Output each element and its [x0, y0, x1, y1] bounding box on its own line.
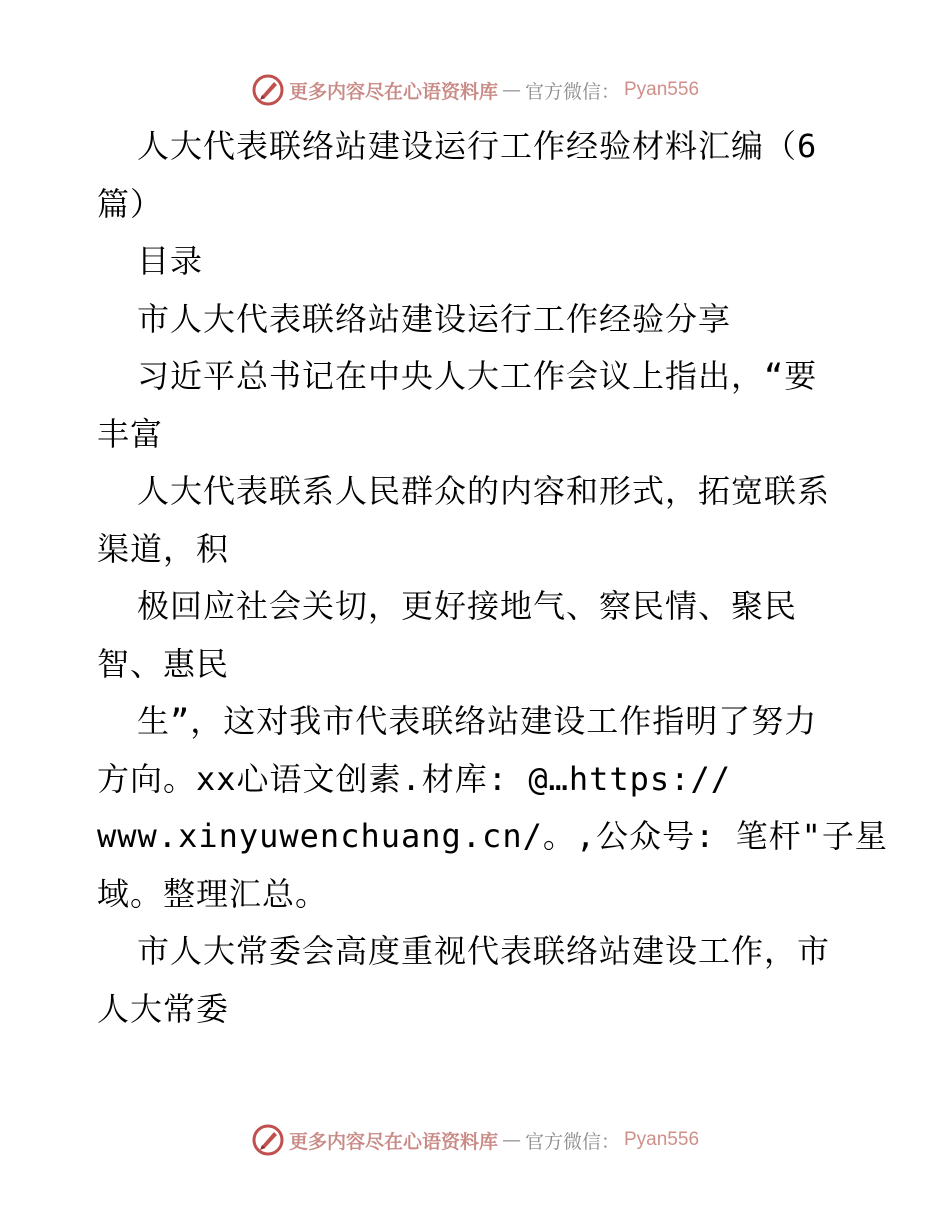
body-line: 丰富: [97, 414, 164, 453]
body-line: 生”，这对我市代表联络站建设工作指明了努力: [137, 702, 818, 740]
body-line: 人大代表联系人民群众的内容和形式，拓宽联系: [137, 472, 831, 510]
footer-watermark: [0, 1120, 950, 1160]
body-line: 市人大常委会高度重视代表联络站建设工作，市: [137, 932, 831, 970]
body-line: 域。整理汇总。: [97, 874, 329, 913]
watermark-separator: —: [501, 79, 521, 101]
watermark-wechat-label: 官方微信：: [524, 80, 620, 103]
body-line: 极回应社会关切，更好接地气、察民情、聚民: [137, 587, 798, 625]
section-title: 市人大代表联络站建设运行工作经验分享: [137, 299, 732, 338]
body-line: 智、惠民: [97, 644, 230, 683]
body-line: www.xinyuwenchuang.cn/。,公众号: 笔杆"子星: [97, 817, 888, 855]
body-line: 渠道，积: [97, 529, 230, 568]
watermark-brand: 更多内容尽在心语资料库: [288, 1130, 498, 1153]
watermark-wechat-label: 官方微信：: [524, 1130, 620, 1153]
watermark-wechat-id: Pyan556: [624, 1129, 700, 1150]
watermark-separator: —: [501, 1129, 521, 1151]
watermark-inner: [251, 1123, 699, 1157]
header-watermark: [0, 70, 950, 110]
body-line: 方向。xx心语文创素.材库: @…https://: [97, 759, 731, 798]
quill-pen-logo-icon: [251, 1123, 285, 1157]
watermark-wechat-id: Pyan556: [624, 79, 700, 100]
watermark-inner: [251, 73, 699, 107]
body-line: 习近平总书记在中央人大工作会议上指出，“要: [137, 357, 818, 395]
document-title-line-1: 人大代表联络站建设运行工作经验材料汇编（6: [137, 127, 818, 165]
body-line: 人大常委: [97, 989, 230, 1028]
quill-pen-logo-icon: [251, 73, 285, 107]
document-body: [97, 118, 888, 1038]
toc-heading: 目录: [137, 242, 204, 280]
document-title-line-2: 篇）: [97, 184, 164, 223]
watermark-brand: 更多内容尽在心语资料库: [288, 80, 498, 103]
